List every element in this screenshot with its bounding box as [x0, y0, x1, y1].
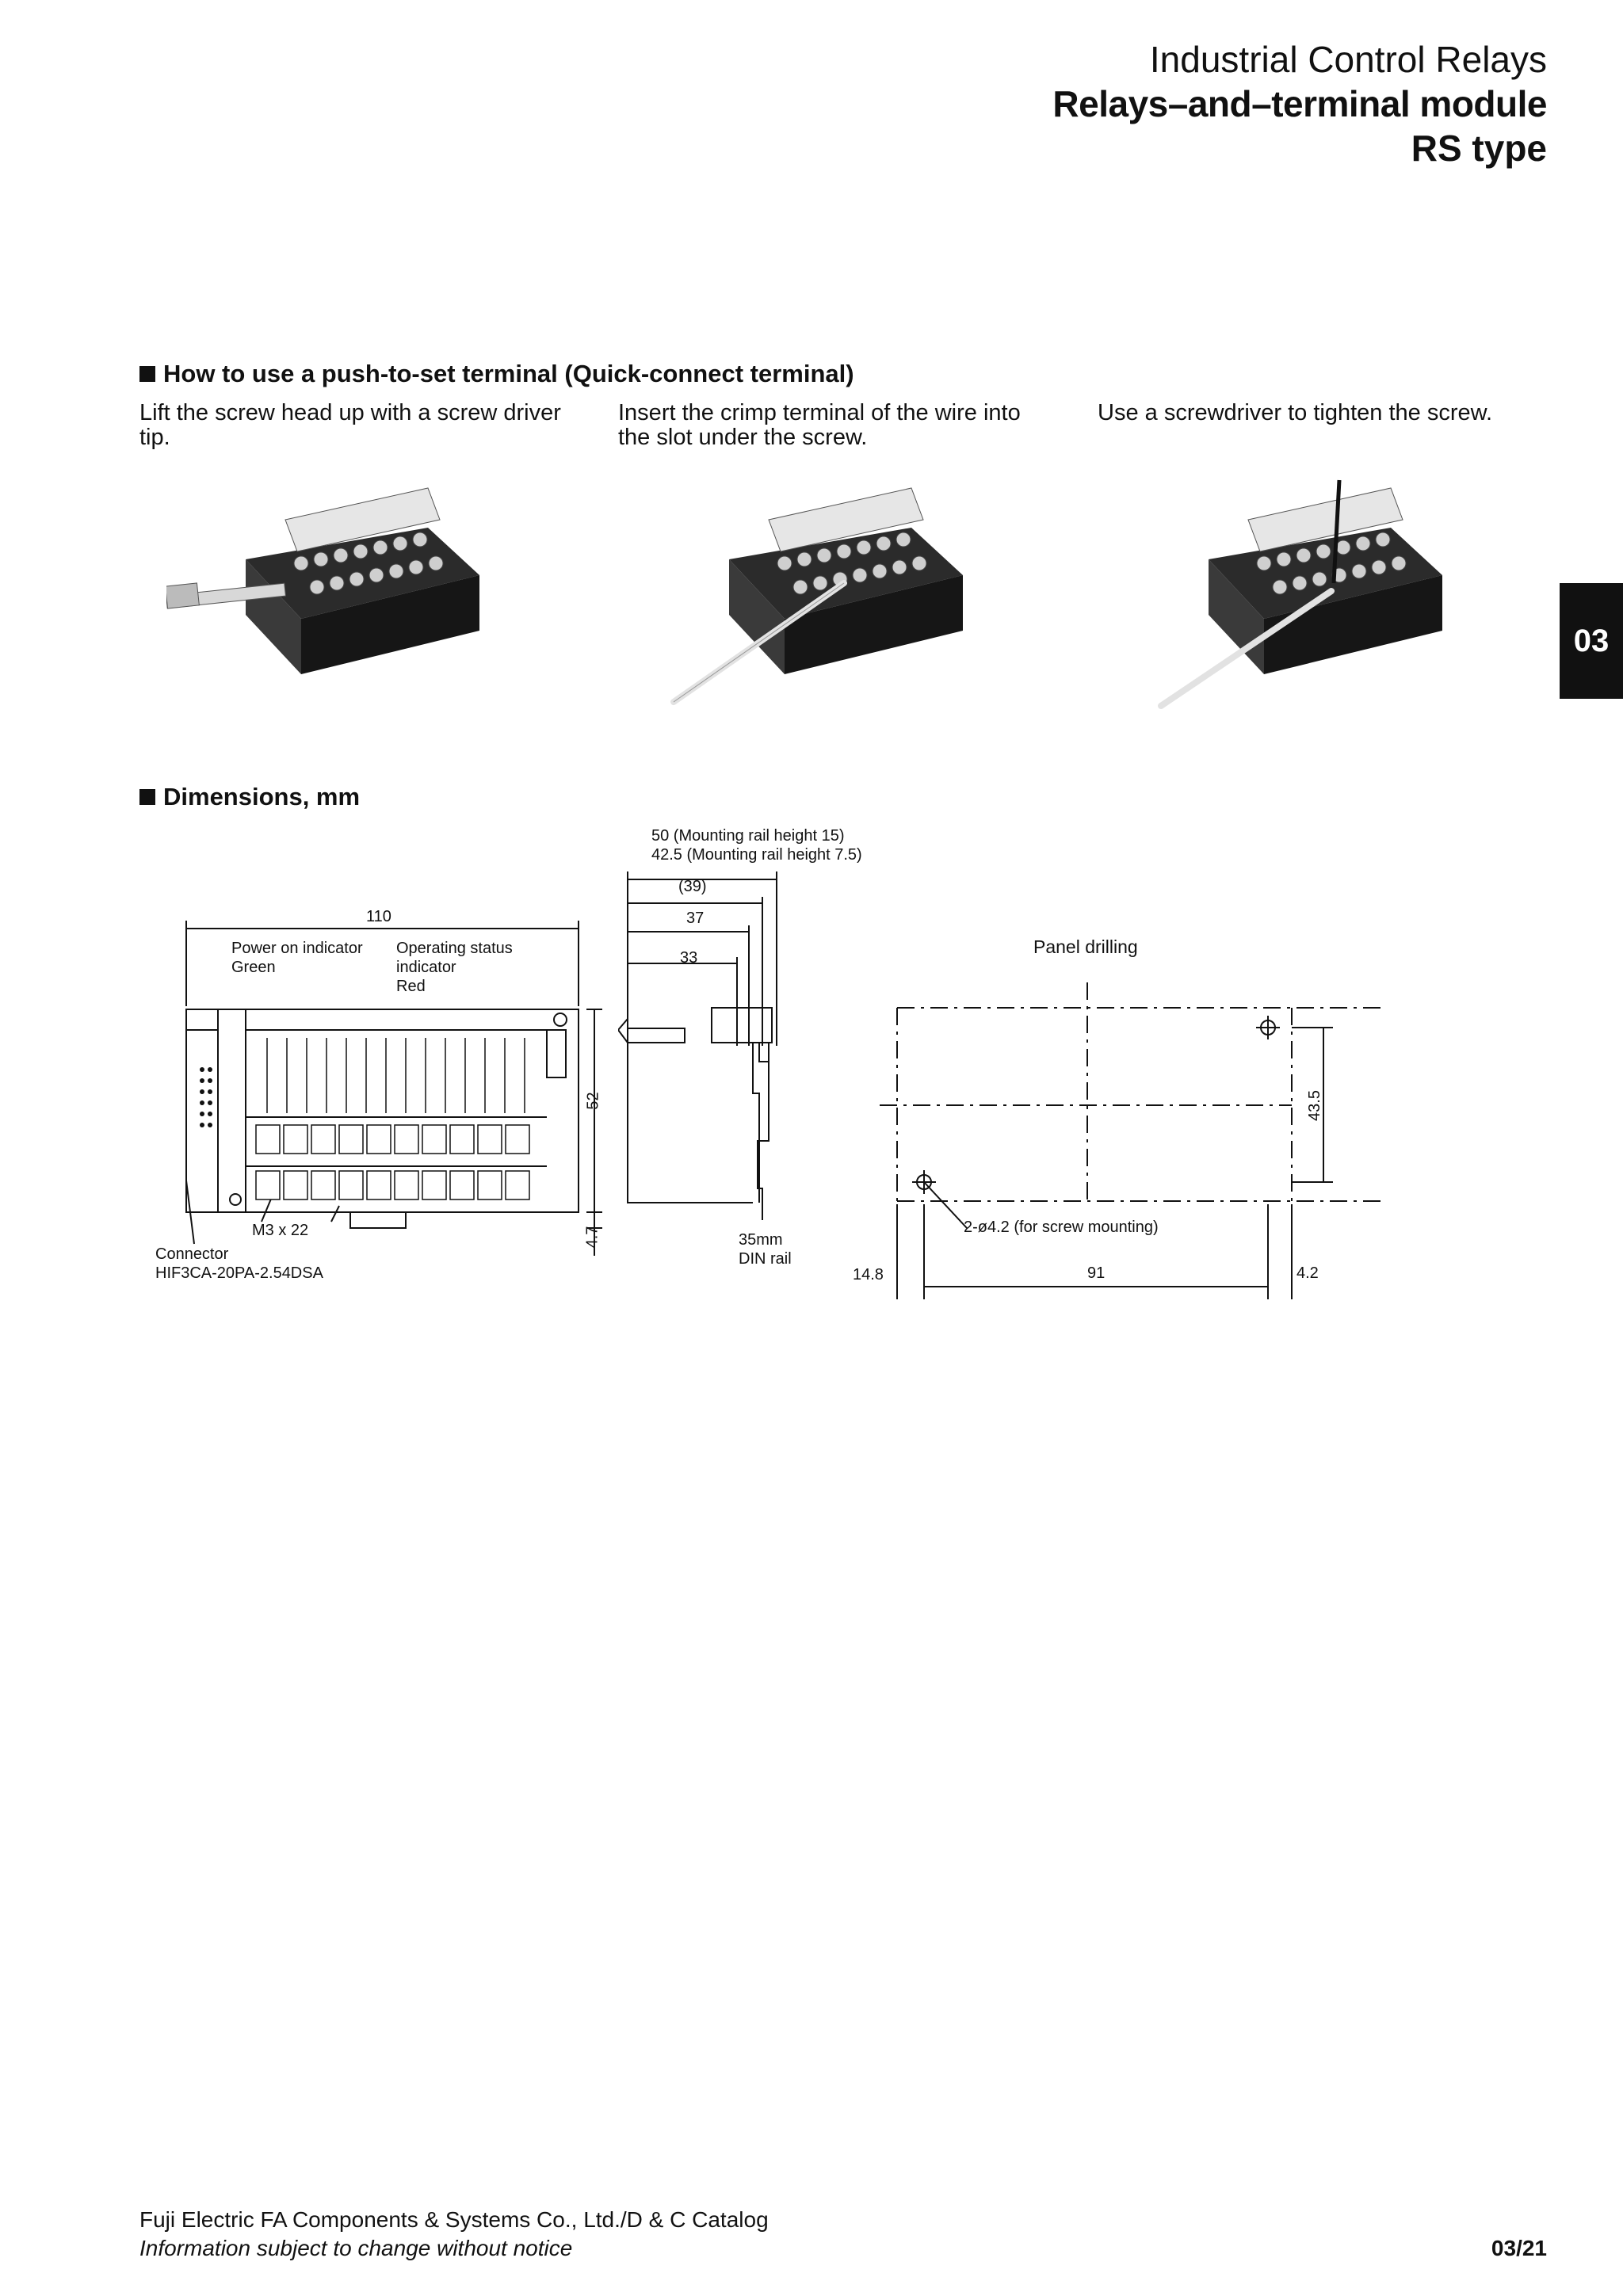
front-view-drawing — [151, 911, 626, 1268]
label-holes: 2-ø4.2 (for screw mounting) — [964, 1219, 1159, 1236]
section-tab: 03 — [1560, 583, 1623, 699]
dim-panel-4-2: 4.2 — [1296, 1264, 1319, 1282]
dim-panel-14-8: 14.8 — [853, 1266, 884, 1283]
dim-side-39: (39) — [678, 878, 707, 895]
label-connector: Connector — [155, 1245, 229, 1263]
dimensions-heading — [139, 783, 360, 811]
dim-height-52: 52 — [584, 1092, 602, 1110]
bullet-square-icon — [139, 789, 155, 805]
panel-drilling-drawing — [848, 943, 1395, 1315]
label-screws: M3 x 22 — [252, 1222, 309, 1239]
label-rail-2: DIN rail — [739, 1250, 792, 1268]
push-to-set-heading-text: How to use a push-to-set terminal (Quick-connect terminal) — [163, 360, 854, 387]
page-number: 03/21 — [1491, 2236, 1547, 2260]
step-3-text: Use a screwdriver to tighten the screw. — [1098, 400, 1493, 425]
dim-panel-43-5: 43.5 — [1305, 1090, 1323, 1121]
dim-side-42-5: 42.5 (Mounting rail height 7.5) — [651, 846, 862, 864]
label-power-indicator: Power on indicator — [231, 940, 363, 957]
label-power-color: Green — [231, 959, 276, 976]
photo-lift-screw — [166, 472, 499, 710]
header-product: Relays–and–terminal module — [1052, 83, 1547, 124]
panel-drilling-title: Panel drilling — [1033, 936, 1138, 957]
side-view-drawing — [618, 856, 808, 1220]
dim-width-110: 110 — [366, 908, 391, 925]
label-op-status-1: Operating status — [396, 940, 513, 957]
header-type: RS type — [1411, 128, 1547, 169]
step-2-text: Insert the crimp terminal of the wire into the slot under the screw. — [618, 400, 1021, 450]
dimensions-heading-text: Dimensions, mm — [163, 783, 361, 810]
dim-foot-4-7: 4.7 — [583, 1226, 601, 1249]
label-op-status-2: indicator — [396, 959, 456, 976]
footer-notice: Information subject to change without notice — [139, 2236, 573, 2260]
bullet-square-icon — [139, 366, 155, 382]
dim-panel-91: 91 — [1087, 1264, 1106, 1282]
push-to-set-heading — [139, 360, 854, 388]
photo-insert-crimp — [650, 472, 983, 710]
step-1-text: Lift the screw head up with a screw driver tip. — [139, 400, 561, 450]
photo-tighten-screw — [1129, 472, 1462, 710]
label-op-status-color: Red — [396, 978, 426, 995]
label-rail-1: 35mm — [739, 1231, 783, 1249]
dim-side-50: 50 (Mounting rail height 15) — [651, 827, 845, 845]
dim-side-37: 37 — [686, 910, 705, 927]
dim-side-33: 33 — [680, 949, 698, 967]
header-category: Industrial Control Relays — [1149, 39, 1547, 80]
label-connector-part: HIF3CA-20PA-2.54DSA — [155, 1264, 323, 1282]
footer-company: Fuji Electric FA Components & Systems Co., Ltd./D & C Catalog — [139, 2207, 769, 2232]
